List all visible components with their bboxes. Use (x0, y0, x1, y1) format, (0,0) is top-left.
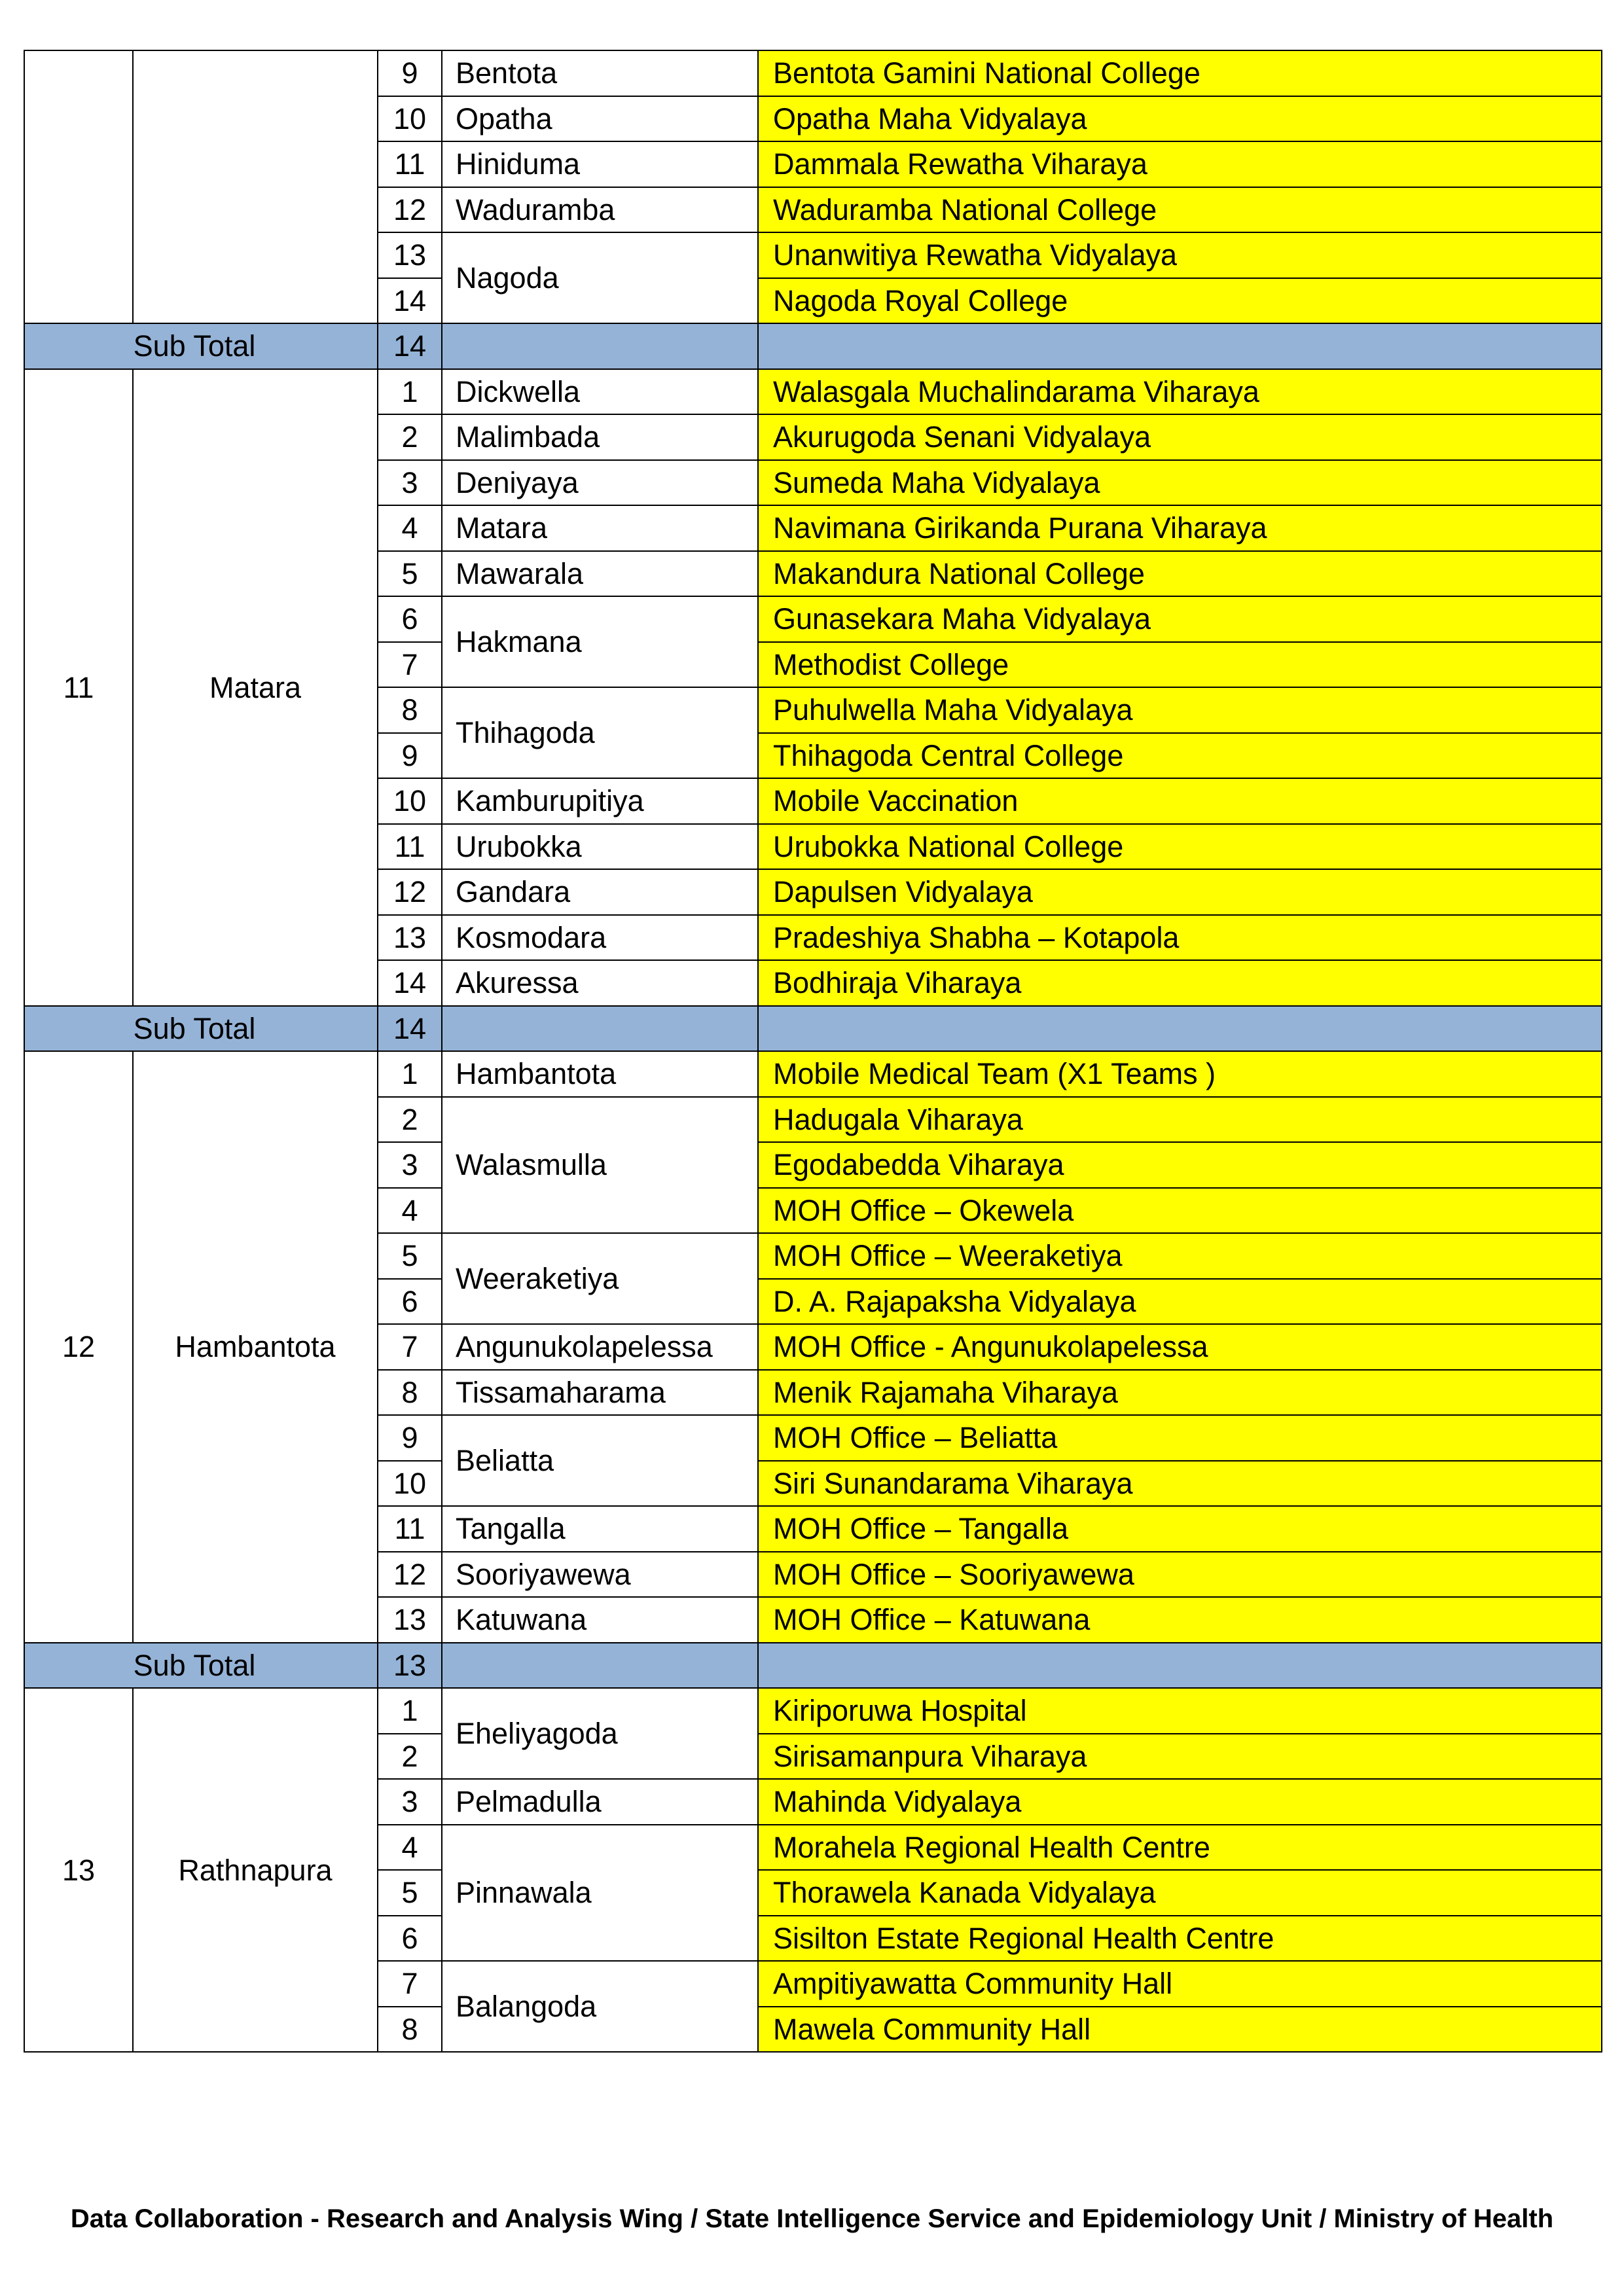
district-number-cell: 12 (24, 1051, 133, 1643)
vaccination-centre-cell: Sirisamanpura Viharaya (758, 1734, 1602, 1780)
vaccination-centre-cell: Urubokka National College (758, 824, 1602, 870)
vaccination-centre-cell: Navimana Girikanda Purana Viharaya (758, 505, 1602, 551)
district-name-cell: Hambantota (133, 1051, 378, 1643)
row-number-cell: 11 (378, 824, 442, 870)
moh-area-cell: Matara (442, 505, 758, 551)
row-number-cell: 2 (378, 1734, 442, 1780)
moh-area-cell: Pelmadulla (442, 1779, 758, 1825)
subtotal-empty-cell (758, 1643, 1602, 1689)
vaccination-centres-table (24, 50, 1602, 2053)
moh-area-cell: Waduramba (442, 187, 758, 233)
vaccination-centre-cell: Pradeshiya Shabha – Kotapola (758, 915, 1602, 961)
vaccination-centre-cell: Mawela Community Hall (758, 2007, 1602, 2053)
table-row (24, 1688, 1602, 1734)
vaccination-centre-cell: Walasgala Muchalindarama Viharaya (758, 369, 1602, 415)
moh-area-cell: Walasmulla (442, 1097, 758, 1234)
row-number-cell: 1 (378, 1688, 442, 1734)
row-number-cell: 14 (378, 278, 442, 324)
vaccination-centre-cell: Kiriporuwa Hospital (758, 1688, 1602, 1734)
moh-area-cell: Katuwana (442, 1597, 758, 1643)
vaccination-centre-cell: Bentota Gamini National College (758, 50, 1602, 96)
vaccination-centre-cell: Dapulsen Vidyalaya (758, 869, 1602, 915)
row-number-cell: 9 (378, 50, 442, 96)
row-number-cell: 7 (378, 1324, 442, 1370)
row-number-cell: 13 (378, 1597, 442, 1643)
moh-area-cell: Weeraketiya (442, 1233, 758, 1324)
row-number-cell: 8 (378, 687, 442, 733)
moh-area-cell: Angunukolapelessa (442, 1324, 758, 1370)
row-number-cell: 8 (378, 2007, 442, 2053)
row-number-cell: 5 (378, 551, 442, 597)
subtotal-label: Sub Total (24, 1006, 378, 1052)
moh-area-cell: Hambantota (442, 1051, 758, 1097)
row-number-cell: 8 (378, 1370, 442, 1416)
row-number-cell: 13 (378, 232, 442, 278)
moh-area-cell: Nagoda (442, 232, 758, 323)
vaccination-centre-cell: Siri Sunandarama Viharaya (758, 1461, 1602, 1507)
vaccination-centre-cell: Thorawela Kanada Vidyalaya (758, 1870, 1602, 1916)
district-number-cell: 11 (24, 369, 133, 1006)
moh-area-cell: Pinnawala (442, 1825, 758, 1962)
district-name-cell: Matara (133, 369, 378, 1006)
row-number-cell: 12 (378, 187, 442, 233)
row-number-cell: 6 (378, 1916, 442, 1962)
row-number-cell: 11 (378, 141, 442, 187)
subtotal-row (24, 1643, 1602, 1689)
vaccination-centre-cell: MOH Office – Weeraketiya (758, 1233, 1602, 1279)
vaccination-centre-cell: Gunasekara Maha Vidyalaya (758, 596, 1602, 642)
vaccination-centre-cell: Nagoda Royal College (758, 278, 1602, 324)
subtotal-label: Sub Total (24, 1643, 378, 1689)
row-number-cell: 11 (378, 1506, 442, 1552)
moh-area-cell: Opatha (442, 96, 758, 142)
moh-area-cell: Kamburupitiya (442, 778, 758, 824)
row-number-cell: 10 (378, 96, 442, 142)
subtotal-empty-cell (758, 1006, 1602, 1052)
vaccination-centre-cell: Methodist College (758, 642, 1602, 688)
row-number-cell: 2 (378, 1097, 442, 1143)
subtotal-row (24, 323, 1602, 369)
vaccination-centre-cell: MOH Office - Angunukolapelessa (758, 1324, 1602, 1370)
vaccination-centre-cell: Thihagoda Central College (758, 733, 1602, 779)
row-number-cell: 4 (378, 1188, 442, 1234)
vaccination-centre-cell: Mobile Vaccination (758, 778, 1602, 824)
subtotal-empty-cell (758, 323, 1602, 369)
moh-area-cell: Deniyaya (442, 460, 758, 506)
row-number-cell: 7 (378, 1961, 442, 2007)
vaccination-centre-cell: Hadugala Viharaya (758, 1097, 1602, 1143)
vaccination-centre-cell: Opatha Maha Vidyalaya (758, 96, 1602, 142)
district-number-cell: 13 (24, 1688, 133, 2052)
vaccination-centre-cell: MOH Office – Okewela (758, 1188, 1602, 1234)
subtotal-empty-cell (442, 323, 758, 369)
vaccination-centre-cell: Dammala Rewatha Viharaya (758, 141, 1602, 187)
row-number-cell: 12 (378, 869, 442, 915)
moh-area-cell: Tangalla (442, 1506, 758, 1552)
row-number-cell: 12 (378, 1552, 442, 1598)
vaccination-centre-cell: Bodhiraja Viharaya (758, 960, 1602, 1006)
row-number-cell: 5 (378, 1233, 442, 1279)
vaccination-centre-cell: MOH Office – Beliatta (758, 1415, 1602, 1461)
moh-area-cell: Mawarala (442, 551, 758, 597)
vaccination-centre-cell: Makandura National College (758, 551, 1602, 597)
row-number-cell: 3 (378, 1779, 442, 1825)
row-number-cell: 1 (378, 369, 442, 415)
vaccination-centre-cell: Sumeda Maha Vidyalaya (758, 460, 1602, 506)
moh-area-cell: Kosmodara (442, 915, 758, 961)
vaccination-centre-cell: Menik Rajamaha Viharaya (758, 1370, 1602, 1416)
vaccination-centre-cell: MOH Office – Katuwana (758, 1597, 1602, 1643)
table-row (24, 1051, 1602, 1097)
row-number-cell: 3 (378, 1142, 442, 1188)
vaccination-centre-cell: Sisilton Estate Regional Health Centre (758, 1916, 1602, 1962)
row-number-cell: 9 (378, 1415, 442, 1461)
subtotal-empty-cell (442, 1643, 758, 1689)
vaccination-centre-cell: Mahinda Vidyalaya (758, 1779, 1602, 1825)
district-name-cell (133, 50, 378, 323)
moh-area-cell: Akuressa (442, 960, 758, 1006)
row-number-cell: 14 (378, 960, 442, 1006)
table-row (24, 50, 1602, 96)
moh-area-cell: Sooriyawewa (442, 1552, 758, 1598)
row-number-cell: 4 (378, 1825, 442, 1871)
moh-area-cell: Balangoda (442, 1961, 758, 2052)
row-number-cell: 1 (378, 1051, 442, 1097)
district-number-cell (24, 50, 133, 323)
row-number-cell: 4 (378, 505, 442, 551)
vaccination-centre-cell: Unanwitiya Rewatha Vidyalaya (758, 232, 1602, 278)
vaccination-centre-cell: Akurugoda Senani Vidyalaya (758, 414, 1602, 460)
subtotal-empty-cell (442, 1006, 758, 1052)
table-row (24, 369, 1602, 415)
row-number-cell: 9 (378, 733, 442, 779)
subtotal-value: 13 (378, 1643, 442, 1689)
moh-area-cell: Thihagoda (442, 687, 758, 778)
vaccination-centre-cell: Egodabedda Viharaya (758, 1142, 1602, 1188)
vaccination-centre-cell: Mobile Medical Team (X1 Teams ) (758, 1051, 1602, 1097)
row-number-cell: 10 (378, 1461, 442, 1507)
vaccination-centre-cell: MOH Office – Sooriyawewa (758, 1552, 1602, 1598)
subtotal-label: Sub Total (24, 323, 378, 369)
moh-area-cell: Urubokka (442, 824, 758, 870)
row-number-cell: 6 (378, 1279, 442, 1325)
row-number-cell: 5 (378, 1870, 442, 1916)
row-number-cell: 13 (378, 915, 442, 961)
district-name-cell: Rathnapura (133, 1688, 378, 2052)
moh-area-cell: Tissamaharama (442, 1370, 758, 1416)
row-number-cell: 7 (378, 642, 442, 688)
vaccination-centre-cell: MOH Office – Tangalla (758, 1506, 1602, 1552)
row-number-cell: 6 (378, 596, 442, 642)
moh-area-cell: Hiniduma (442, 141, 758, 187)
row-number-cell: 10 (378, 778, 442, 824)
moh-area-cell: Gandara (442, 869, 758, 915)
vaccination-centre-cell: D. A. Rajapaksha Vidyalaya (758, 1279, 1602, 1325)
vaccination-centre-cell: Puhulwella Maha Vidyalaya (758, 687, 1602, 733)
moh-area-cell: Malimbada (442, 414, 758, 460)
moh-area-cell: Dickwella (442, 369, 758, 415)
vaccination-centre-cell: Waduramba National College (758, 187, 1602, 233)
page-footer: Data Collaboration - Research and Analysis Wing / State Intelligence Service and Epidemiology Unit / Ministry of Health (70, 2204, 1554, 2233)
subtotal-row (24, 1006, 1602, 1052)
vaccination-centre-cell: Morahela Regional Health Centre (758, 1825, 1602, 1871)
subtotal-value: 14 (378, 323, 442, 369)
moh-area-cell: Hakmana (442, 596, 758, 687)
row-number-cell: 3 (378, 460, 442, 506)
moh-area-cell: Eheliyagoda (442, 1688, 758, 1779)
row-number-cell: 2 (378, 414, 442, 460)
vaccination-centre-cell: Ampitiyawatta Community Hall (758, 1961, 1602, 2007)
moh-area-cell: Beliatta (442, 1415, 758, 1506)
moh-area-cell: Bentota (442, 50, 758, 96)
subtotal-value: 14 (378, 1006, 442, 1052)
